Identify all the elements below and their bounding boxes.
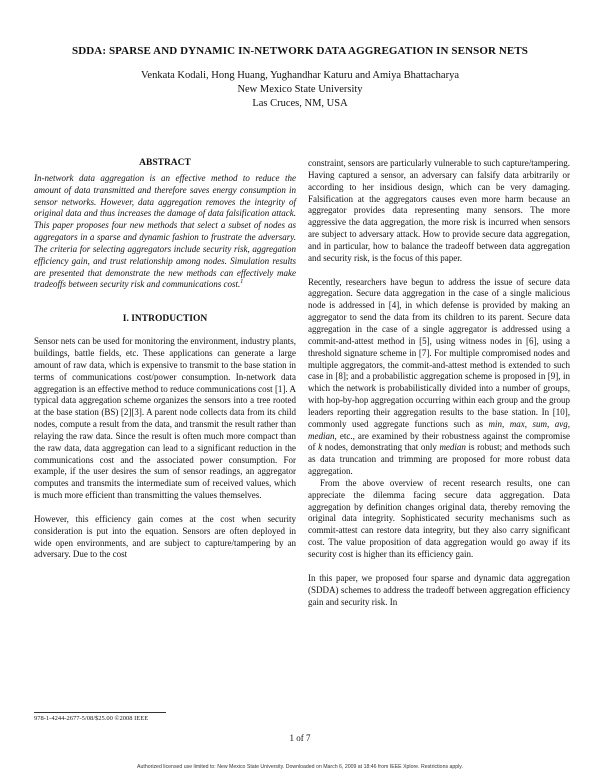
aggregate-functions: min, max, sum, avg, median — [308, 418, 570, 441]
right-paragraph-2c: nodes, demonstrating that only — [322, 442, 440, 453]
right-paragraph-2d: is robust; and methods such as data truncation and trimming are proposed for more robust data aggregation. — [308, 442, 571, 477]
right-paragraph-2a: Recently, researchers have begun to address the issue of secure data aggregation. Secure data aggregation in the case of a single malicious node is addressed in [4], in which defense is provided by making an aggregator to send the data from its children to its parent. Secure data aggregation in the case of a single aggregator is addressed using a commit-and-attest method in [5], using witness nodes in [6], using a threshold signature scheme in [7]. For multiple compromised nodes and multiple aggregators, the commit-and-attest method is extended to such case in [8]; and a probabilistic aggregation scheme is proposed in [9], in which the network is probabilistically divided into a number of groups, with hop-by-hop aggregation occurring within each group and the group leaders reporting their aggregation results to the base station. In [10], commonly used aggregate functions such as — [308, 276, 570, 429]
abstract-heading: ABSTRACT — [139, 158, 191, 168]
right-column — [308, 158, 570, 608]
authors: Venkata Kodali, Hong Huang, Yughandhar Katuru and Amiya Bhattacharya — [140, 70, 460, 81]
right-paragraph-1: constraint, sensors are particularly vulnerable to such capture/tampering. Having captured a sensor, an adversary can falsify data arbitrarily or according to her insidious design, which can be very damaging. Falsification at the aggregators causes even more harm because an aggregator provides data representing many sensors. The more aggressive the data aggregation, the more risk is incurred when sensors are subject to adversary attack. How to provide secure data aggregation, and in particular, how to balance the tradeoff between data aggregation and security risk, is the focus of this paper. — [308, 158, 570, 263]
left-column — [34, 158, 296, 561]
paper-title: SDDA: SPARSE AND DYNAMIC IN-NETWORK DATA AGGREGATION IN SENSOR NETS — [71, 45, 529, 57]
affiliation: New Mexico State University — [237, 84, 363, 95]
k-variable: k — [318, 442, 323, 453]
abstract-text: In-network data aggregation is an effective method to reduce the amount of data transmitted and therefore saves energy consumption in sensor networks. However, data aggregation removes the integrity of original data and thus increases the damage of data falsification attack. This paper proposes four new methods that select a subset of nodes as aggregators in a sparse and dynamic fashion to frustrate the adversary. The criteria for selecting aggregators include security risk, aggregation efficiency gain, and trust relationship among nodes. Simulation results are presented that demonstrate the new methods can effectively make tradeoffs between security risk and communications cost. — [34, 172, 296, 290]
footnote-divider — [34, 712, 166, 713]
intro-paragraph-1: Sensor nets can be used for monitoring the environment, industry plants, buildings, battle fields, etc. These applications can generate a large amount of raw data, which is expensive to transmit to the base station in terms of communications cost/power consumption. In-network data aggregation is an effective method to reduce communications cost [1]. A typical data aggregation scheme organizes the sensors into a tree rooted at the base station (BS) [2][3]. A parent node collects data from its child nodes, compute a result from the data, and transmit the result rather than relaying the raw data. Since the result is often much more compact than the raw data, data aggregation can lead to a significant reduction in the communications cost and the associated power consumption. For example, if the user desires the sum of sensor readings, an aggregator computes and transmits the intermediate sum of received values, which is much more efficient than transmitting the values themselves. — [34, 336, 296, 501]
abstract-footnote-mark: 1 — [240, 279, 244, 286]
right-paragraph-2b: , etc., are examined by their robustness against the compromise of — [308, 430, 570, 453]
right-paragraph-2 — [308, 277, 570, 478]
author-block — [0, 69, 600, 111]
page-number: 1 of 7 — [289, 733, 311, 743]
median-term: median — [439, 442, 466, 453]
intro-paragraph-2: However, this efficiency gain comes at the cost when security consideration is put into the equation. Sensors are often deployed in wide open environments, and are subject to capture/tampering by an adversary. Due to the cost — [34, 513, 296, 560]
abstract-body — [34, 173, 296, 291]
introduction-heading: I. INTRODUCTION — [122, 314, 208, 325]
location: Las Cruces, NM, USA — [252, 98, 348, 109]
copyright-footnote: 978-1-4244-2677-5/08/$25.00 ©2008 IEEE — [34, 715, 149, 722]
license-notice: Authorized licensed use limited to: New Mexico State University. Downloaded on March 6, 2009 at 18:46 from IEEE Xplore. Restrictions apply. — [137, 764, 463, 770]
right-paragraph-3: From the above overview of recent research results, one can appreciate the dilemma facing secure data aggregation. Data aggregation by definition changes original data, thereby removing the original data integrity. Sophisticated security mechanisms such as commit-attest can restore data integrity, but they also carry significant cost. The value proposition of data aggregation would go away if its security cost is higher than its efficiency gain. — [308, 477, 570, 559]
right-paragraph-4: In this paper, we proposed four sparse and dynamic data aggregation (SDDA) schemes to address the tradeoff between aggregation efficiency gain and security risk. In — [308, 572, 570, 607]
